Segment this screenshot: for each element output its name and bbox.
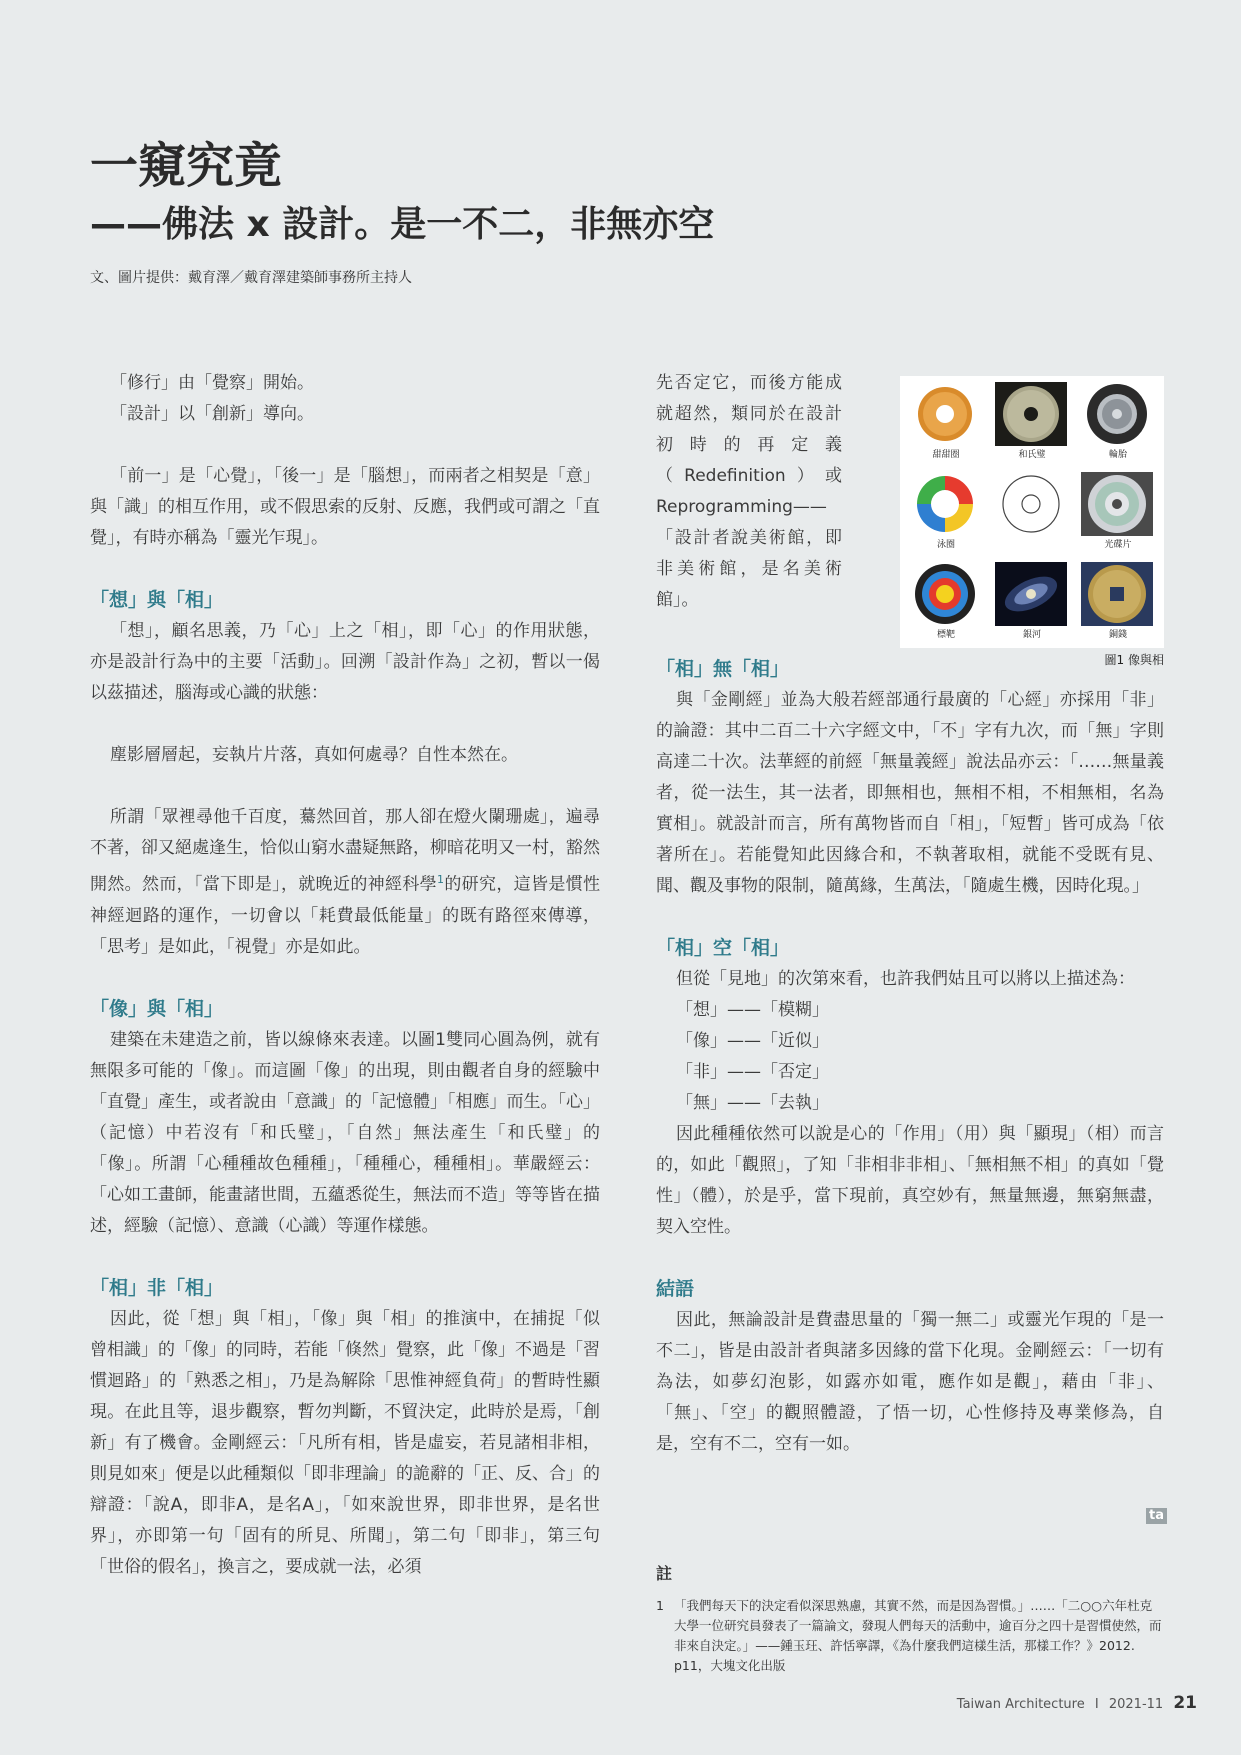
section-heading: 「相」空「相」 xyxy=(656,937,790,959)
tire-icon xyxy=(1081,382,1153,446)
footnote-ref[interactable]: 1 xyxy=(437,873,444,886)
figure-item-concentric-circles xyxy=(990,468,1068,554)
page-number: 21 xyxy=(1173,1693,1197,1713)
figure-label: 銀河 xyxy=(1022,630,1041,640)
jade-disc-icon xyxy=(995,382,1067,446)
paragraph: 因此，無論設計是費盡思量的「獨一無二」或靈光乍現的「是一不二」，皆是由設計者與諸多因緣的當下化現。金剛經云：「一切有為法，如夢幻泡影，如露亦如電，應作如是觀」，藉由「非」、「無」、「空」的觀照體證，了悟一切，心性修持及專業修為，自是，空有不二，空有一如。 xyxy=(656,1310,1164,1454)
figure-label: 泳圈 xyxy=(936,540,955,550)
right-column xyxy=(656,654,1164,1460)
left-column xyxy=(90,368,600,1583)
paragraph: 先否定它，而後方能成就超然，類同於在設計初時的再定義（Redefinition）或Reprogramming——「設計者說美術館，即非美術館，是名美術館」。 xyxy=(656,373,842,610)
figure-item-tire xyxy=(1076,378,1154,464)
figure-item-swim-ring xyxy=(904,468,982,554)
right-column-top xyxy=(656,368,842,616)
paragraph: 因此種種依然可以說是心的「作用」（用）與「顯現」（相）而言的，如此「觀照」，了知「非相非非相」、「無相無不相」的真如「覺性」（體），於是乎，當下現前，真空妙有，無量無邊，無窮無盡，契入空性。 xyxy=(656,1124,1164,1237)
section-heading: 結語 xyxy=(656,1278,695,1300)
paragraph: 「前一」是「心覺」，「後一」是「腦想」，而兩者之相契是「意」與「識」的相互作用，或不假思索的反射、反應，我們或可謂之「直覺」，有時亦稱為「靈光乍現」。 xyxy=(90,466,600,548)
figure-caption: 圖1 像與相 xyxy=(1104,653,1164,667)
figure-label: 標靶 xyxy=(936,630,955,640)
figure-item-donut xyxy=(904,378,982,464)
figure-label: 銅錢 xyxy=(1108,630,1127,640)
figure-item-cd xyxy=(1076,468,1154,554)
list-item: 「無」——「去執」 xyxy=(676,1093,829,1113)
paragraph-text: 所謂「眾裡尋他千百度，驀然回首，那人卻在燈火闌珊處」，遍尋不著，卻又絕處逢生，恰似山窮水盡疑無路，柳暗花明又一村，豁然開然。然而，「當下即是」，就晚近的神經科學 xyxy=(90,807,600,895)
list-item: 「像」——「近似」 xyxy=(676,1031,829,1051)
intro-line-1: 「修行」由「覺察」開始。 xyxy=(110,373,314,393)
figure-grid xyxy=(900,376,1164,648)
paragraph: 因此，從「想」與「相」，「像」與「相」的推演中，在捕捉「似曾相識」的「像」的同時，若能「倏然」覺察，此「像」不過是「習慣迴路」的「熟悉之相」，乃是為解除「思惟神經負荷」的暫時性顯現。在此且等，退步觀察，暫勿判斷，不貿決定，此時於是焉，「創新」有了機會。金剛經云：「凡所有相，皆是虛妄，若見諸相非相，則見如來」便是以此種類似「即非理論」的詭辭的「正、反、合」的辯證：「說A，即非A，是名A」，「如來說世界，即非世界，是名世界」，亦即第一句「固有的所見、所聞」，第二句「即非」，第三句「世俗的假名」，換言之，要成就一法，必須 xyxy=(90,1308,600,1577)
issue-date: 2021-11 xyxy=(1108,1697,1164,1712)
magazine-name: Taiwan Architecture xyxy=(956,1697,1085,1712)
byline: 文、圖片提供：戴育澤／戴育澤建築師事務所主持人 xyxy=(90,270,412,286)
paragraph: 「想」，顧名思義，乃「心」上之「相」，即「心」的作用狀態，亦是設計行為中的主要「活動」。回溯「設計作為」之初，暫以一偈以茲描述，腦海或心識的狀態： xyxy=(90,621,600,703)
section-heading: 「像」與「相」 xyxy=(90,997,224,1020)
coin-icon xyxy=(1081,562,1153,626)
figure-item-galaxy xyxy=(990,558,1068,644)
target-icon xyxy=(909,562,981,626)
footnote xyxy=(656,1596,1164,1676)
end-mark: ta xyxy=(1146,1508,1167,1524)
concentric-circles-icon xyxy=(995,472,1067,536)
figure-label: 輪胎 xyxy=(1108,450,1127,460)
figure-label: 和氏璧 xyxy=(1018,450,1046,460)
list-item: 「非」——「否定」 xyxy=(676,1062,829,1082)
figure-item-coin xyxy=(1076,558,1154,644)
paragraph: 但從「見地」的次第來看，也許我們姑且可以將以上描述為： xyxy=(676,969,1135,989)
article-title: 一窺究竟 xyxy=(90,138,283,194)
figure-item-jade-disc xyxy=(990,378,1068,464)
paragraph: 建築在未建造之前，皆以線條來表達。以圖1雙同心圓為例，就有無限多可能的「像」。而這圖「像」的出現，則由觀者自身的經驗中「直覺」產生，或者說由「意識」的「記憶體」「相應」而生。「心」（記憶）中若沒有「和氏璧」，「自然」無法產生「和氏璧」的「像」。所謂「心種種故色種種」，「種種心，種種相」。華嚴經云：「心如工畫師，能畫諸世間，五蘊悉從生，無法而不造」等等皆在描述，經驗（記憶）、意識（心識）等運作樣態。 xyxy=(90,1029,600,1236)
intro-line-2: 「設計」以「創新」導向。 xyxy=(110,404,314,424)
paragraph: 與「金剛經」並為大般若經部通行最廣的「心經」亦採用「非」的論證：其中二百二十六字經文中，「不」字有九次，而「無」字則高達二十次。法華經的前經「無量義經」說法品亦云：「……無量義者，從一法生，其一法者，即無相也，無相不相，不相無相，名為實相」。就設計而言，所有萬物皆而自「相」，「短暫」皆可成為「依著所在」。若能覺知此因緣合和，不執著取相，就能不受既有見、聞、觀及事物的限制，隨萬緣，生萬法，「隨處生機，因時化現。」 xyxy=(656,690,1164,896)
figure-label: 甜甜圈 xyxy=(932,450,960,460)
footnote-text: 「我們每天下的決定看似深思熟慮，其實不然，而是因為習慣。」……「二○○六年杜克大學一位研究員發表了一篇論文，發現人們每天的活動中，逾百分之四十是習慣使然，而非來自決定。」——鍾玉玨、許恬寧譯，《為什麼我們這樣生活，那樣工作？》2012. p11，大塊文化出版 xyxy=(674,1598,1162,1673)
list-item: 「想」——「模糊」 xyxy=(676,1000,829,1020)
paragraph-text: 的研究，這皆是慣性神經迴路的運作，一切會以「耗費最低能量」的既有路徑來傳導，「思考」是如此，「視覺」亦是如此。 xyxy=(90,874,600,957)
donut-icon xyxy=(909,382,981,446)
page-footer xyxy=(957,1693,1197,1713)
footer-separator: I xyxy=(1094,1697,1099,1712)
galaxy-icon xyxy=(995,562,1067,626)
section-heading: 「相」無「相」 xyxy=(656,658,790,680)
paragraph xyxy=(90,802,600,963)
figure-label: 光碟片 xyxy=(1104,540,1132,550)
verse: 塵影層層起，妄執片片落，真如何處尋？自性本然在。 xyxy=(110,745,518,765)
figure-item-target xyxy=(904,558,982,644)
section-heading: 「想」與「相」 xyxy=(90,589,224,611)
swim-ring-icon xyxy=(909,472,981,536)
cd-icon xyxy=(1081,472,1153,536)
notes-title: 註 xyxy=(656,1564,673,1583)
section-heading: 「相」非「相」 xyxy=(90,1276,224,1299)
article-subtitle: ——佛法 x 設計。是一不二，非無亦空 xyxy=(90,204,715,245)
footnote-number: 1 xyxy=(656,1598,664,1613)
